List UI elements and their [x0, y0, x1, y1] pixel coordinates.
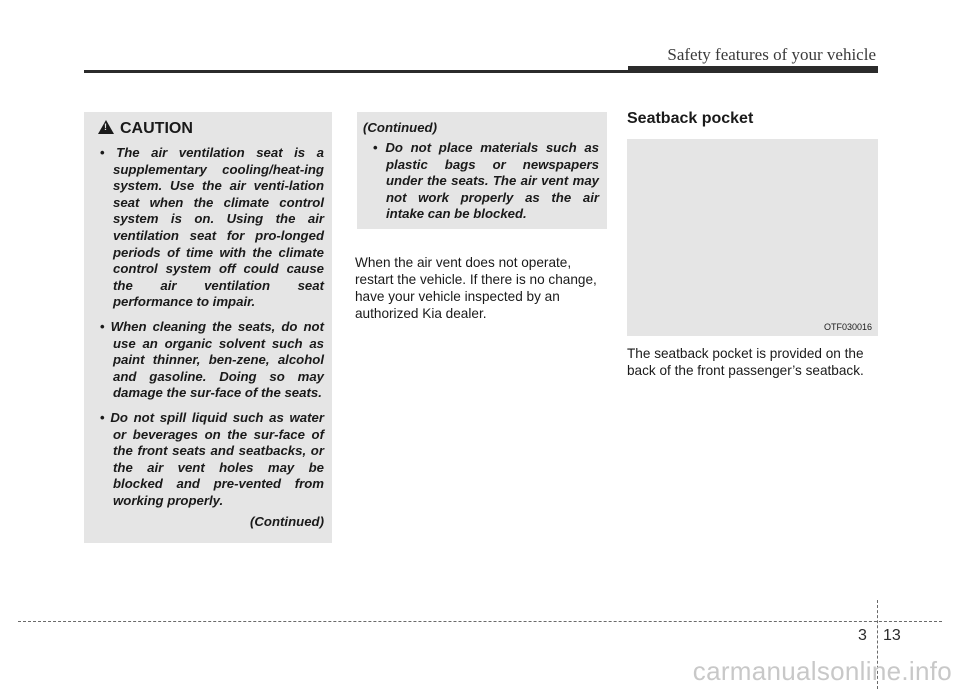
caution-item: • The air ventilation seat is a supplementary cooling/heat-ing system. Use the air venti-lation seat when the climate control system is on. Using the air ventilation seat for pro-longed periods of time with the climate control system off could cause the air ventilation seat performance to impair.: [92, 145, 324, 311]
seatback-pocket-figure: [627, 139, 878, 336]
caution-list: [92, 145, 324, 517]
continued-box-label: (Continued): [363, 120, 437, 135]
caution-item: • Do not spill liquid such as water or beverages on the sur-face of the front seats and seatbacks, or the air vent holes may be blocked and pre-vented from working properly.: [92, 410, 324, 510]
figure-label: OTF030016: [823, 322, 872, 332]
caution-heading: [98, 120, 193, 138]
warning-triangle-icon: [98, 120, 114, 134]
caution-panel: [84, 112, 332, 543]
continued-panel: [357, 112, 607, 229]
header-rule-tab: [628, 66, 878, 72]
header-title: Safety features of your vehicle: [667, 45, 876, 64]
air-vent-paragraph: When the air vent does not operate, restart the vehicle. If there is no change, have your vehicle inspected by an authorized Kia dealer.: [355, 255, 597, 321]
footer-dashed-line: [18, 621, 942, 622]
seatback-paragraph: The seatback pocket is provided on the back of the front passenger’s seatback.: [627, 346, 864, 378]
page-number: 13: [883, 627, 901, 644]
page-chapter-number: 3: [858, 627, 867, 644]
continued-list: [365, 140, 599, 231]
caution-continued-label: (Continued): [250, 514, 324, 529]
caution-item: • When cleaning the seats, do not use an organic solvent such as paint thinner, ben-zene, alcohol and gasoline. Doing so may damage the sur-face of the seats.: [92, 319, 324, 402]
continued-item: • Do not place materials such as plastic bags or newspapers under the seats. The air vent may not work properly as the air intake can be blocked.: [365, 140, 599, 223]
caution-heading-label: CAUTION: [120, 120, 193, 137]
watermark: carmanualsonline.info: [692, 656, 952, 686]
section-heading: Seatback pocket: [627, 110, 754, 127]
